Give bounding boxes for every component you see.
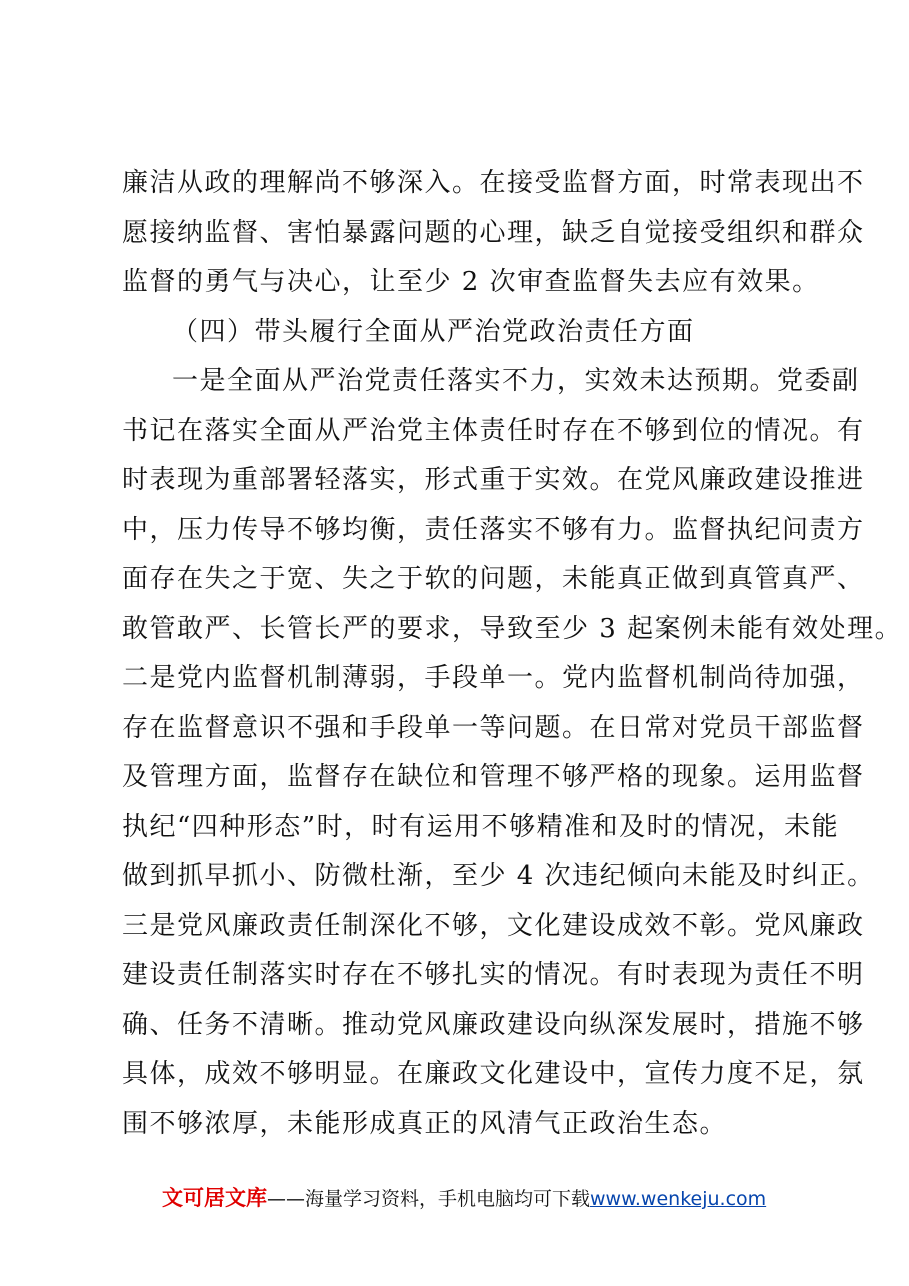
body-line: 存在监督意识不强和手段单一等问题。在日常对党员干部监督	[122, 713, 865, 743]
footer-banner	[162, 1184, 782, 1212]
body-line: 具体，成效不够明显。在廉政文化建设中，宣传力度不足，氛	[122, 1059, 865, 1089]
body-line: 面存在失之于宽、失之于软的问题，未能真正做到真管真严、	[122, 564, 865, 594]
body-line: 三是党风廉政责任制深化不够，文化建设成效不彰。党风廉政	[122, 911, 865, 941]
body-line: 敢管敢严、长管长严的要求，导致至少 3 起案例未能有效处理。	[122, 614, 903, 644]
body-line: 确、任务不清晰。推动党风廉政建设向纵深发展时，措施不够	[122, 1010, 865, 1040]
body-line: 监督的勇气与决心，让至少 2 次审查监督失去应有效果。	[122, 267, 820, 297]
body-line: 愿接纳监督、害怕暴露问题的心理，缺乏自觉接受组织和群众	[122, 218, 865, 248]
body-line: 执纪“四种形态”时，时有运用不够精准和及时的情况，未能	[122, 812, 840, 842]
body-line: 一是全面从严治党责任落实不力，实效未达预期。党委副	[172, 366, 860, 396]
body-line: 廉洁从政的理解尚不够深入。在接受监督方面，时常表现出不	[122, 168, 865, 198]
body-line: 中，压力传导不够均衡，责任落实不够有力。监督执纪问责方	[122, 515, 865, 545]
body-line: 做到抓早抓小、防微杜渐，至少 4 次违纪倾向未能及时纠正。	[122, 861, 875, 891]
footer-tagline: ——海量学习资料，手机电脑均可下载	[267, 1188, 591, 1210]
footer-brand: 文可居文库	[162, 1186, 267, 1210]
section-heading: （四）带头履行全面从严治党政治责任方面	[172, 317, 695, 347]
body-line: 书记在落实全面从严治党主体责任时存在不够到位的情况。有	[122, 416, 865, 446]
body-line: 二是党内监督机制薄弱，手段单一。党内监督机制尚待加强，	[122, 663, 865, 693]
body-line: 时表现为重部署轻落实，形式重于实效。在党风廉政建设推进	[122, 465, 865, 495]
body-line: 围不够浓厚，未能形成真正的风清气正政治生态。	[122, 1109, 728, 1139]
footer-url-link[interactable]: www.wenkeju.com	[590, 1188, 767, 1210]
body-line: 及管理方面，监督存在缺位和管理不够严格的现象。运用监督	[122, 762, 865, 792]
body-line: 建设责任制落实时存在不够扎实的情况。有时表现为责任不明	[122, 960, 865, 990]
